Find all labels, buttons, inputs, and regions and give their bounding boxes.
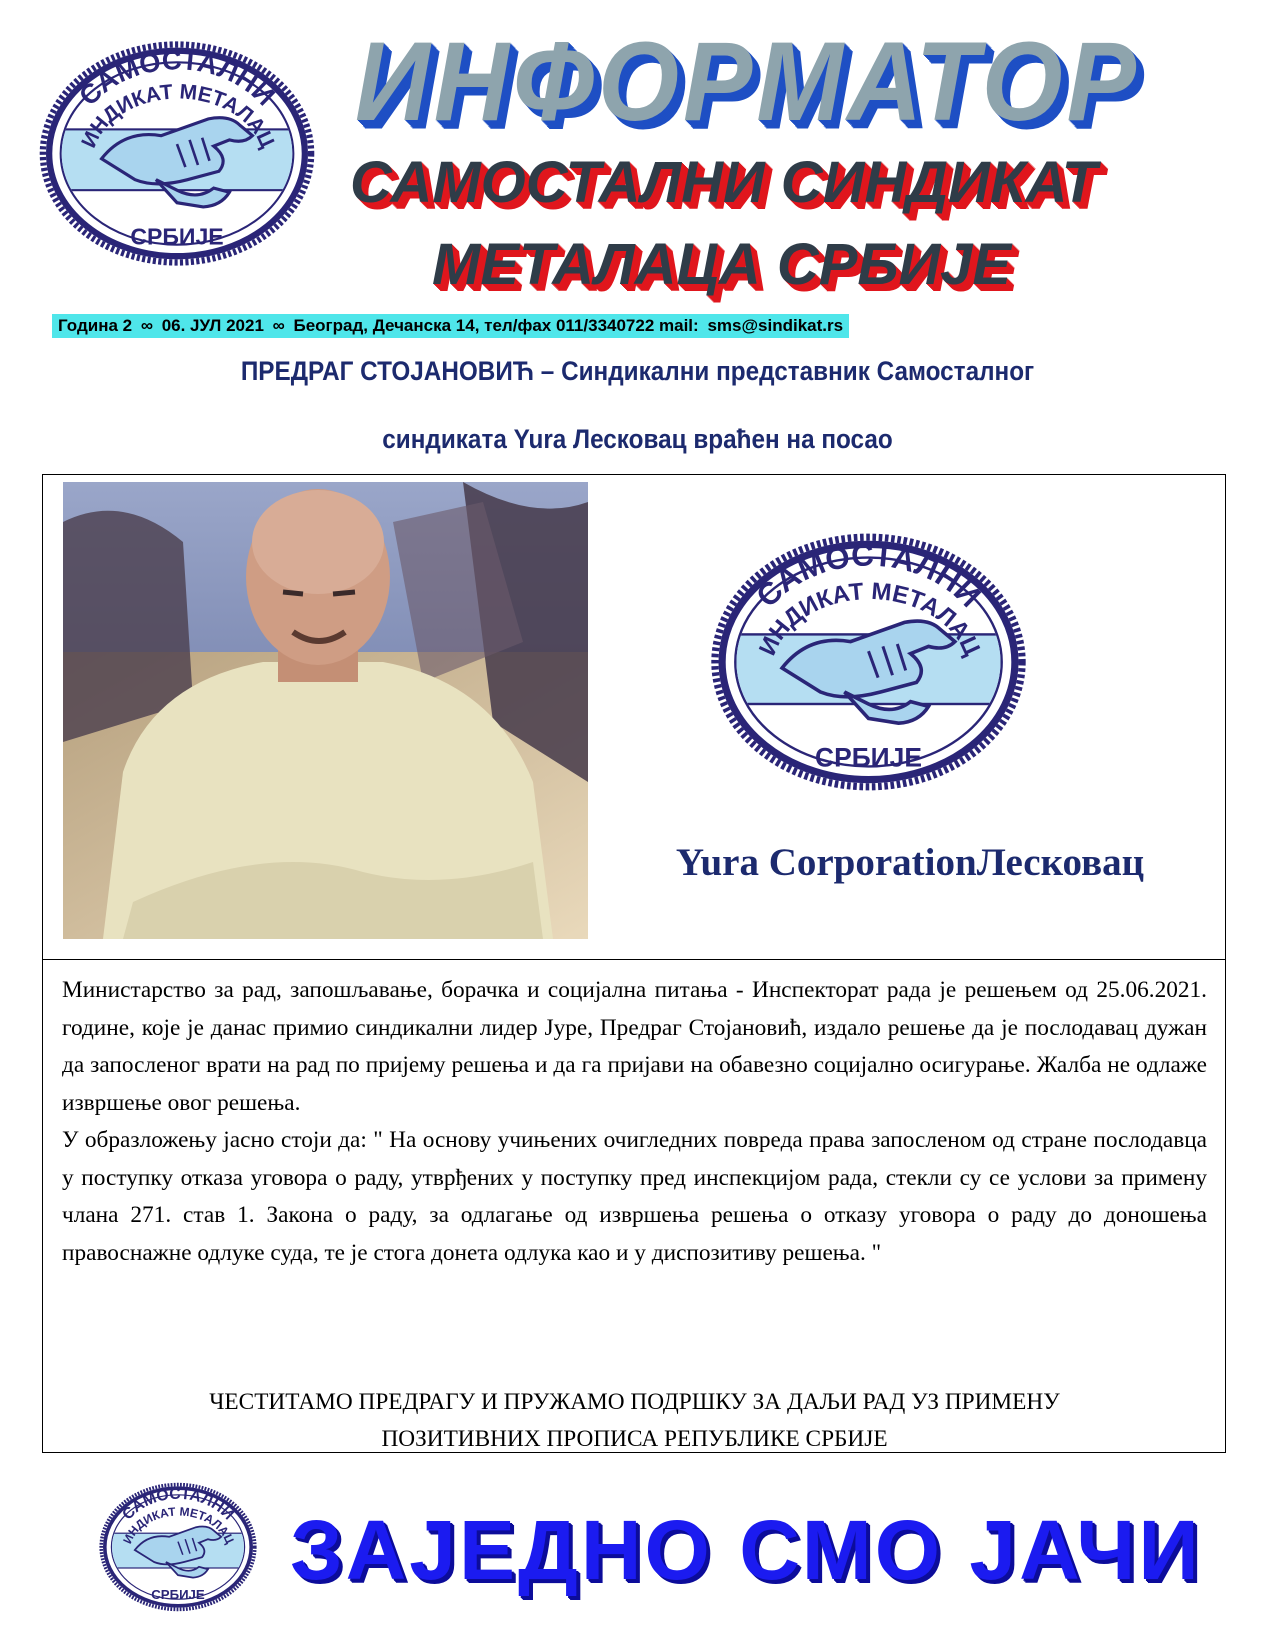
masthead-subtitle-line2: МЕТАЛАЦА СРБИЈЕ: [432, 232, 1012, 297]
closing-line-1: ЧЕСТИТАМО ПРЕДРАГУ И ПРУЖАМО ПОДРШКУ ЗА ДАЉИ РАД УЗ ПРИМЕНУ: [209, 1389, 1060, 1415]
closing-line-2: ПОЗИТИВНИХ ПРОПИСА РЕПУБЛИКЕ СРБИЈЕ: [381, 1426, 888, 1452]
closing-message: [62, 1384, 1207, 1458]
address: Београд, Дечанска 14, тел/фах 011/3340722 mail:: [293, 316, 699, 335]
article-body: [62, 972, 1207, 1272]
union-logo-header: [18, 12, 336, 274]
representative-photo: [63, 482, 588, 939]
issue-year: Година 2: [58, 316, 133, 335]
headline-line2: синдиката Yura Лесковац враћен на посао: [382, 424, 893, 454]
masthead-subtitle-line1: САМОСТАЛНИ СИНДИКАТ: [350, 150, 1098, 215]
union-logo-footer: [88, 1466, 268, 1616]
company-name: Yura CorporationЛесковац: [675, 841, 1145, 884]
issue-info-bar: [52, 314, 849, 338]
article-paragraph-2: У образложењу јасно стоји да: " На основу учињених очигледних повреда права запосленом од стране послодавца у поступку отказа уговора о раду, утврђених у поступку пред инспекцијом рада, стекли су се услови за примену члана 271. став 1. Закона о раду, за одлагање од извршења решења о отказу уговора о раду до доношења правоснажне одлуке суда, те је стога донета одлука као и у диспозитиву решења. ": [62, 1127, 1207, 1266]
footer-slogan: ЗАЈЕДНО СМО ЈАЧИ: [290, 1503, 1202, 1597]
separator-1: ∞: [140, 316, 153, 335]
separator-2: ∞: [272, 316, 285, 335]
union-logo-article: [686, 500, 1051, 800]
headline-line1: ПРЕДРАГ СТОЈАНОВИЋ – Синдикални представник Самосталног: [240, 356, 1035, 386]
article-paragraph-1: Министарство за рад, запошљавање, борачка и социјална питања - Инспекторат рада је решењем од 25.06.2021. године, које је данас примио синдикални лидер Јуре, Предраг Стојановић, издало решење да је послодавац дужан да запосленог врати на рад по пријему решења и да га пријави на обавезно социјално осигурање. Жалба не одлаже извршење овог решења.: [62, 977, 1207, 1116]
email: sms@sindikat.rs: [707, 316, 844, 335]
issue-date: 06. ЈУЛ 2021: [161, 316, 264, 335]
masthead-title: ИНФОРМАТОР: [355, 19, 1141, 145]
